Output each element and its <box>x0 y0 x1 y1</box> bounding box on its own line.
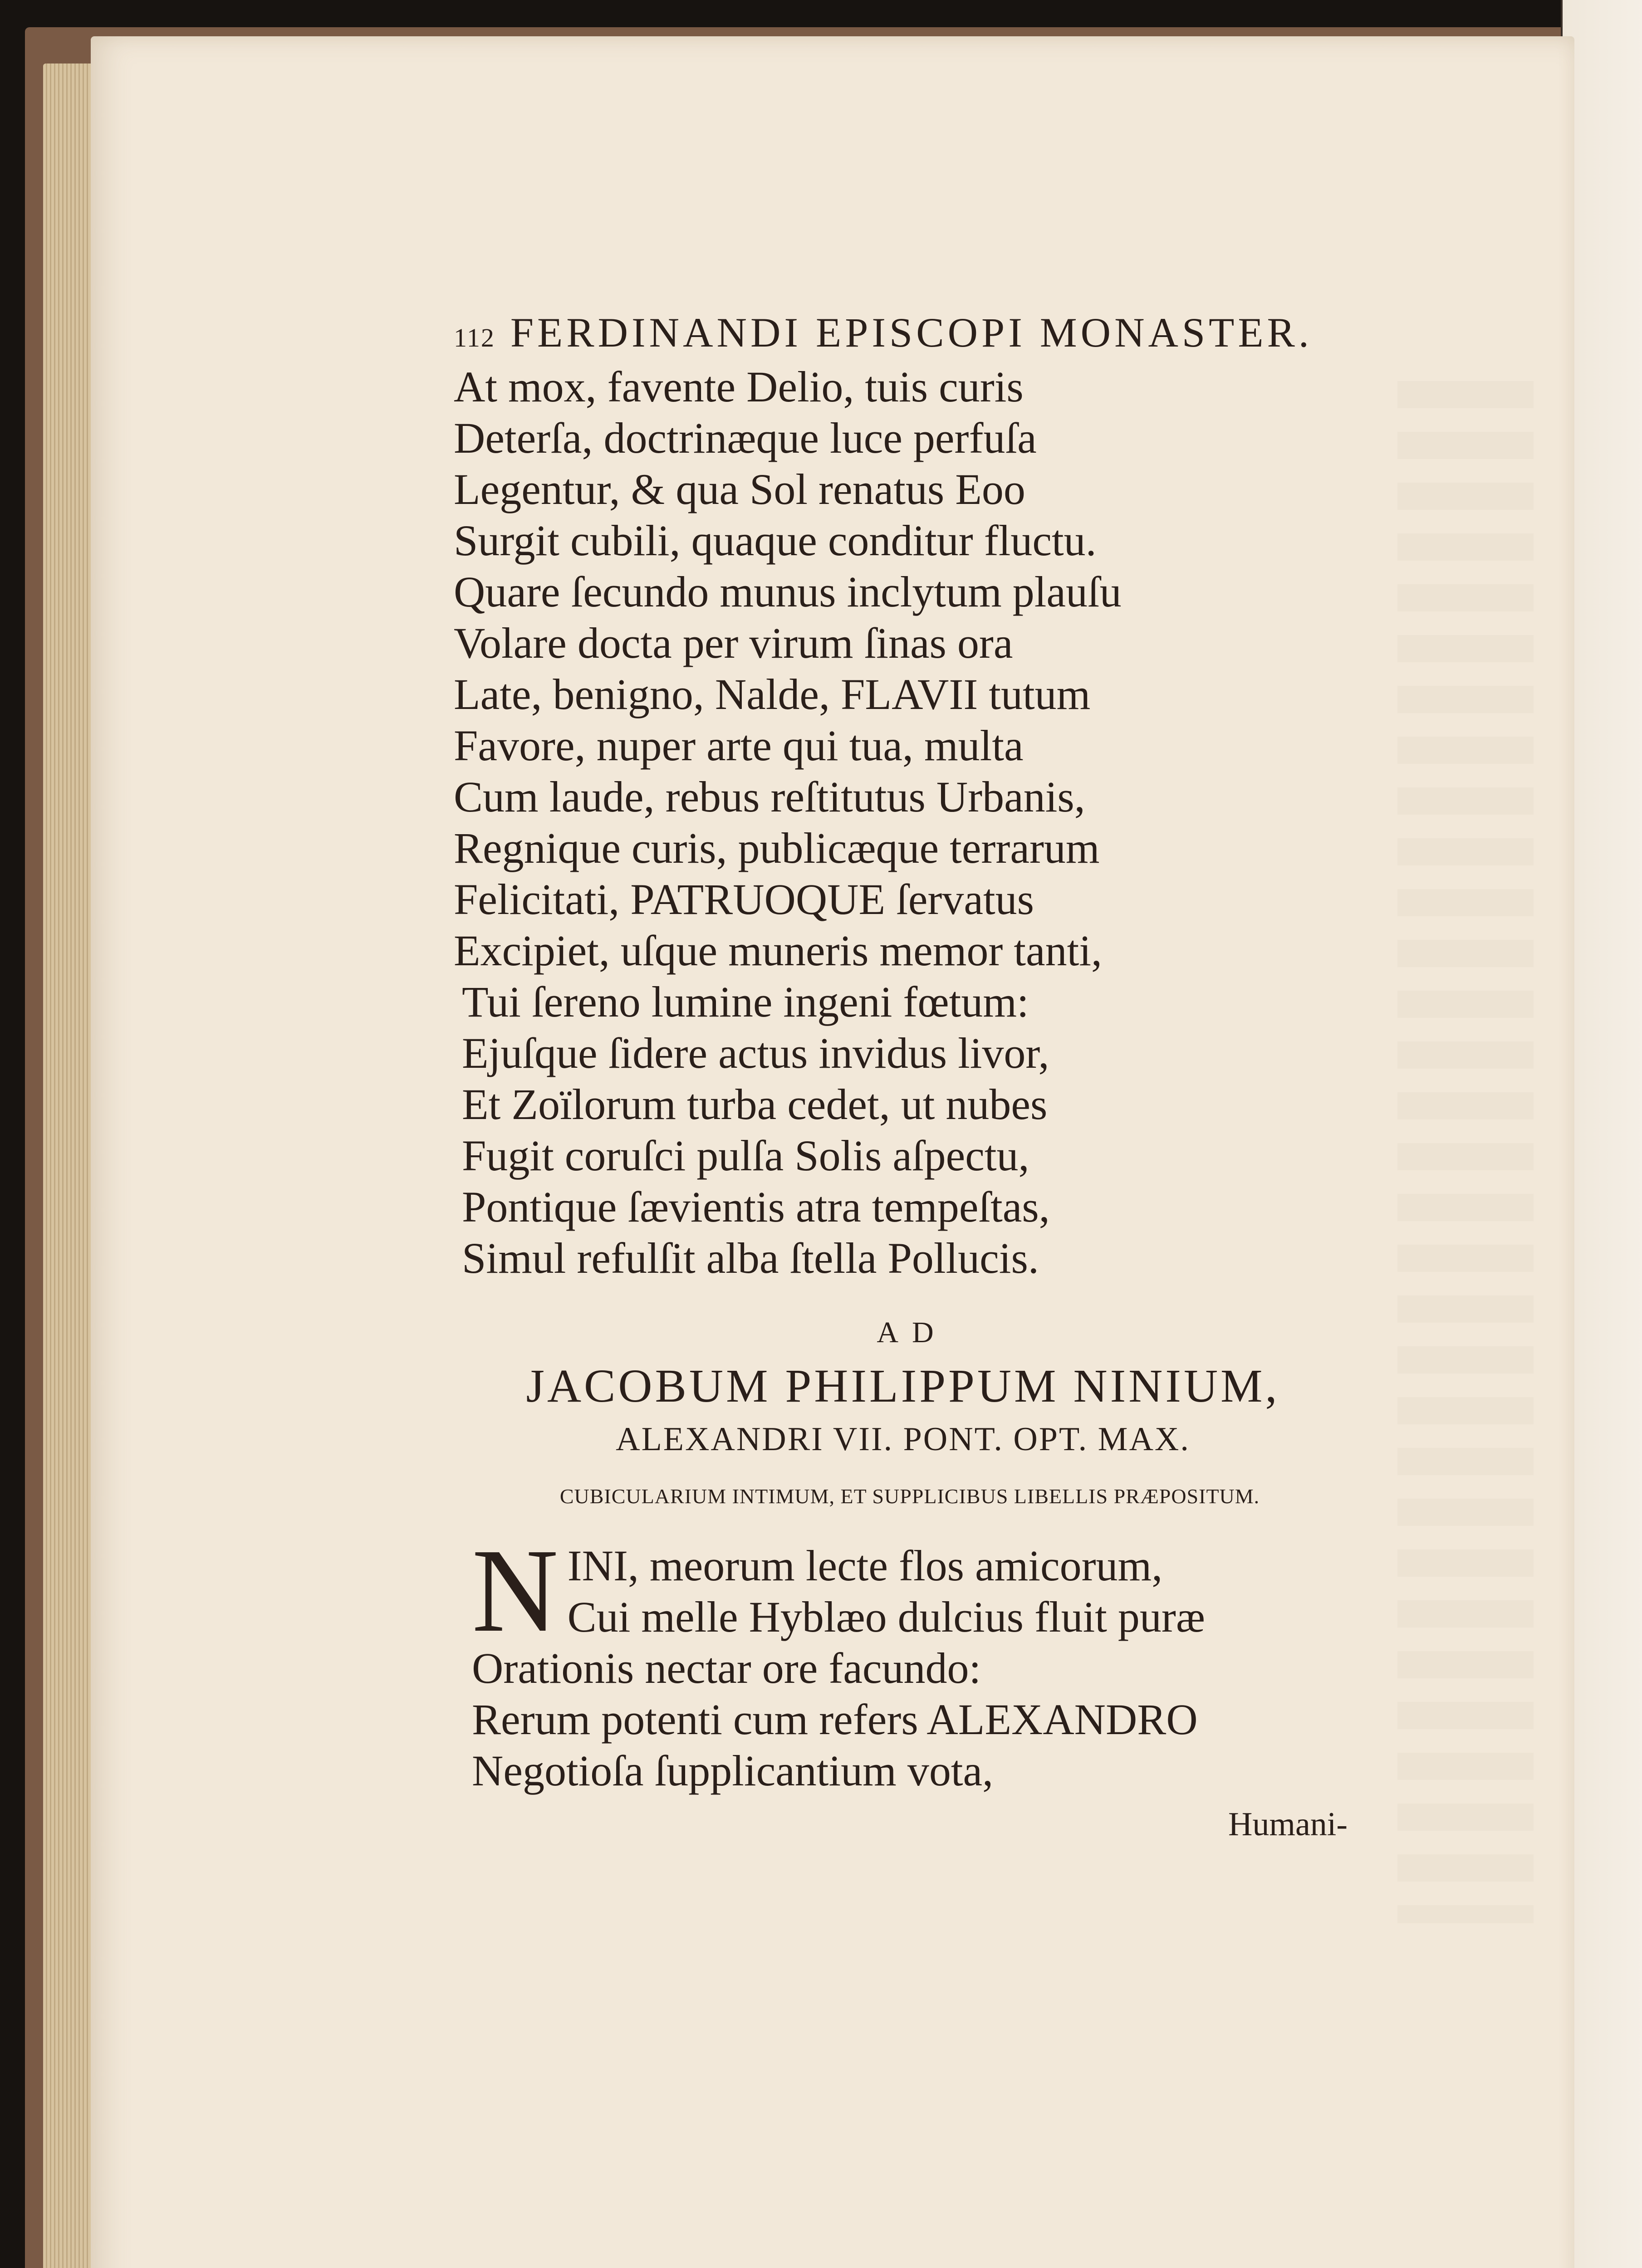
poem-line: Volare docta per virum ſinas ora <box>454 619 1013 667</box>
poem-line: Cum laude, rebus reſtitutus Urbanis, <box>454 772 1085 821</box>
poem-second <box>472 1525 1352 1796</box>
dedication-ad: AD <box>877 1316 947 1349</box>
poem-line: Negotioſa ſupplicantium vota, <box>472 1746 994 1795</box>
poem-line: Ejuſque ſidere actus invidus livor, <box>462 1029 1049 1077</box>
poem-line: Et Zoïlorum turba cedet, ut nubes <box>462 1080 1048 1129</box>
poem-line: Excipiet, uſque muneris memor tanti, <box>454 926 1102 975</box>
poem-line: Simul refulſit alba ſtella Pollucis. <box>462 1234 1039 1282</box>
running-head <box>454 308 1352 357</box>
poem-line: At mox, favente Delio, tuis curis <box>454 362 1024 411</box>
running-title: FERDINANDI EPISCOPI MONASTER. <box>510 309 1313 356</box>
poem-line: Rerum potenti cum refers ALEXANDRO <box>472 1695 1198 1744</box>
poem-line: Quare ſecundo munus inclytum plauſu <box>454 567 1122 616</box>
poem-line: Pontique ſævientis atra tempeſtas, <box>462 1183 1050 1231</box>
poem-first <box>454 361 1352 1284</box>
poem-line: Orationis nectar ore facundo: <box>472 1644 981 1692</box>
poem-line: Late, benigno, Nalde, FLAVII tutum <box>454 670 1091 719</box>
page-number: 112 <box>454 323 495 352</box>
catchword: Humani- <box>1228 1806 1348 1843</box>
poem-line: Favore, nuper arte qui tua, multa <box>454 721 1024 770</box>
drop-cap: N <box>472 1525 559 1657</box>
poem-line: Tui ſereno lumine ingeni fœtum: <box>462 978 1029 1026</box>
dedication-name: JACOBUM PHILIPPUM NINIUM, <box>526 1360 1280 1412</box>
dedication-subtitle: ALEXANDRI VII. PONT. OPT. MAX. <box>616 1421 1190 1458</box>
poem-line: Surgit cubili, quaque conditur fluctu. <box>454 516 1097 565</box>
bleed-through-shadow <box>1397 381 1534 1923</box>
dedication-office: CUBICULARIUM INTIMUM, ET SUPPLICIBUS LIBELLIS PRÆPOSITUM. <box>559 1485 1260 1508</box>
poem-line: Regnique curis, publicæque terrarum <box>454 824 1100 872</box>
poem-line: Legentur, & qua Sol renatus Eoo <box>454 465 1025 513</box>
page-text-block <box>454 308 1352 1844</box>
page-block-edges <box>43 64 98 2268</box>
poem-line: INI, meorum lecte flos amicorum, <box>567 1541 1163 1590</box>
poem-line: Deterſa, doctrinæque luce perfuſa <box>454 414 1037 462</box>
poem-line: Felicitati, PATRUOQUE ſervatus <box>454 875 1034 924</box>
poem-line: Fugit coruſci pulſa Solis aſpectu, <box>462 1131 1029 1180</box>
poem-line: Cui melle Hyblæo dulcius fluit puræ <box>567 1593 1205 1641</box>
